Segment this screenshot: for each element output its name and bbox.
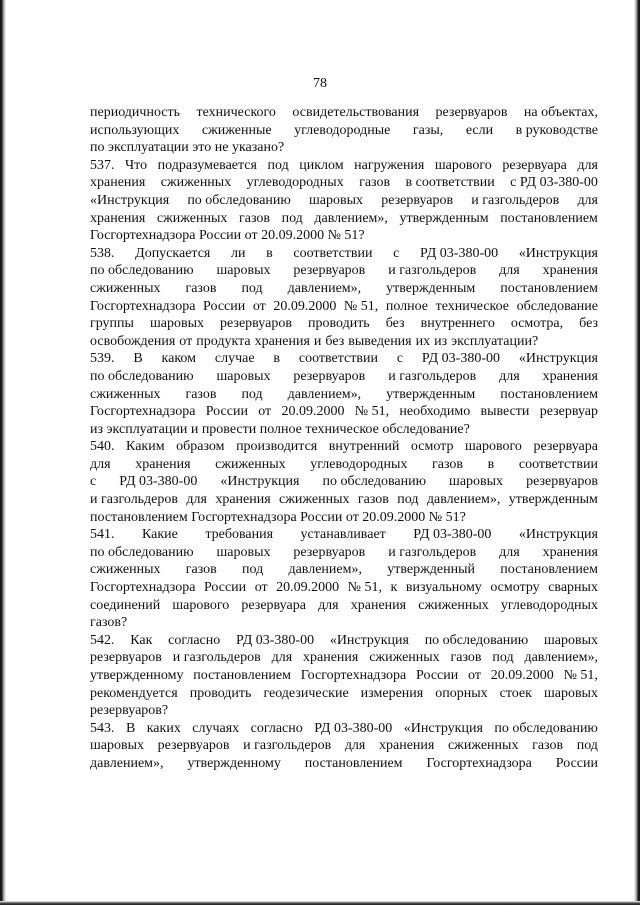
word: в: [273, 351, 281, 367]
word: с: [90, 474, 97, 490]
word: 538.: [90, 245, 115, 261]
word: нагружения: [354, 157, 425, 173]
word: углеводородных: [500, 597, 598, 613]
word: хранения: [90, 175, 146, 191]
word: 540.: [90, 439, 115, 455]
text-line: [90, 421, 598, 439]
word: резервуара: [241, 597, 306, 613]
word: шаровых: [149, 316, 204, 332]
word: опорных: [435, 685, 488, 701]
word: хранения: [542, 544, 598, 560]
text-line: [90, 333, 598, 351]
word: и газгольдеров: [243, 738, 332, 754]
word: газов: [359, 175, 391, 191]
text-line: [90, 104, 598, 122]
word: геодезические: [263, 685, 349, 701]
word: утвержденным: [399, 210, 489, 226]
word: сжиженных: [90, 562, 161, 578]
word: 20.09.2000: [281, 404, 345, 420]
word: Как: [130, 632, 153, 648]
word: Какие: [141, 527, 178, 543]
word: газов: [185, 386, 217, 402]
word: эксплуатации?: [451, 333, 539, 349]
word: выведения: [348, 333, 412, 349]
word: соединений: [90, 597, 161, 613]
scan-edge-right: [634, 0, 640, 905]
word: «Инструкция: [403, 720, 483, 736]
text-line: [90, 157, 598, 175]
word: 20.09.2000: [490, 668, 554, 683]
word: в соответствии: [405, 175, 495, 191]
word: в руководстве: [515, 122, 598, 138]
text-line: [90, 227, 598, 245]
word: хранения: [542, 368, 598, 384]
word: Каким: [126, 439, 165, 455]
word: внутренний: [328, 439, 400, 455]
word: шаровых: [309, 192, 364, 208]
text-line: [90, 210, 598, 228]
word: для: [499, 368, 520, 384]
word: шарового: [172, 597, 230, 613]
word: утвержденному: [90, 668, 184, 683]
word: сжиженных: [90, 280, 161, 296]
word: для: [271, 650, 293, 666]
word: хранения: [379, 738, 435, 754]
word: рекомендуется: [90, 685, 178, 701]
word: утвержденным: [386, 280, 476, 296]
text-line: [90, 473, 598, 491]
word: осмотру: [490, 580, 540, 596]
word: 537.: [90, 157, 115, 173]
word: по эксплуатации это не указано?: [90, 140, 285, 156]
word: Что: [125, 157, 148, 173]
word: углеводородные: [294, 122, 391, 138]
word: от: [258, 404, 272, 420]
text-line: [90, 509, 598, 527]
word: под: [576, 738, 598, 754]
word: давлением»,: [287, 386, 362, 402]
word: № 51,: [354, 404, 390, 420]
word: циклом: [299, 157, 344, 173]
word: Госгортехнадзора: [300, 668, 407, 683]
page-number: 78: [313, 76, 327, 91]
word: В: [133, 351, 143, 367]
word: № 51,: [343, 298, 379, 314]
word: утвержденным: [508, 492, 598, 508]
text-line: [90, 544, 598, 562]
text-line: [90, 632, 598, 650]
word: освидетельствования: [292, 105, 420, 120]
word: газов: [185, 562, 217, 578]
word: сжиженные: [201, 122, 272, 138]
word: технического: [196, 105, 276, 120]
word: резервуаров: [220, 316, 292, 332]
word: группы: [90, 316, 134, 332]
word: согласно: [168, 632, 221, 648]
word: газов: [238, 210, 270, 226]
word: углеводородных: [246, 175, 344, 191]
word: соответствии: [518, 456, 598, 472]
word: резервуаров: [293, 544, 366, 560]
word: сжиженных: [160, 175, 232, 191]
word: сжиженных: [447, 738, 519, 754]
word: от: [179, 333, 193, 349]
word: сжиженных: [156, 210, 228, 226]
word: освобождения: [90, 333, 176, 349]
text-line: [90, 456, 598, 474]
word: Допускается: [135, 245, 211, 261]
text-line: [90, 438, 598, 456]
word: осмотра,: [510, 316, 564, 332]
word: постановлением: [500, 210, 598, 226]
word: газов: [431, 456, 463, 472]
text-line: [90, 649, 598, 667]
word: случаях: [192, 720, 240, 736]
word: РД 03-380-00: [119, 474, 198, 490]
word: России: [203, 580, 247, 596]
scan-edge-bottom: [0, 901, 640, 905]
word: постановлением: [500, 280, 598, 296]
word: ли: [231, 245, 246, 261]
word: В: [125, 720, 136, 736]
word: 20.09.2000: [273, 298, 337, 314]
word: давлением»,: [90, 755, 164, 771]
word: РД 03-380-00: [314, 720, 393, 736]
text-line: [90, 702, 598, 720]
word: шаровых: [216, 263, 271, 279]
word: соответствии: [293, 245, 373, 261]
word: постановлением: [304, 755, 403, 771]
word: от: [252, 298, 266, 314]
word: под: [241, 386, 263, 402]
word: соответствии: [298, 351, 378, 367]
word: по обследованию: [424, 632, 529, 648]
word: под: [397, 492, 419, 508]
word: резервуаров?: [90, 703, 169, 719]
word: каком: [161, 351, 197, 367]
word: для: [344, 738, 366, 754]
word: газов: [185, 280, 217, 296]
word: постановлением: [500, 386, 598, 402]
text-line: [90, 245, 598, 263]
text-line: [90, 667, 598, 685]
word: хранения: [215, 492, 271, 508]
word: РД 03-380-00: [420, 245, 499, 261]
word: 542.: [90, 632, 115, 648]
word: по обследованию: [494, 720, 598, 736]
word: давлением»,: [288, 562, 362, 578]
word: Госгортехнадзора: [90, 298, 196, 314]
text-line: [90, 720, 598, 738]
word: резервуара: [533, 439, 598, 455]
word: под: [241, 280, 263, 296]
document-body: [90, 104, 598, 773]
word: шаровых: [90, 738, 145, 754]
word: сварных: [548, 580, 598, 596]
word: и газгольдеров: [388, 368, 477, 384]
word: 541.: [90, 527, 115, 543]
text-line: [90, 192, 598, 210]
word: образом: [176, 439, 225, 455]
word: сжиженных: [279, 492, 350, 508]
word: измерения: [360, 685, 424, 701]
word: требования: [205, 527, 274, 543]
word: хранения: [135, 456, 191, 472]
word: хранения: [350, 597, 407, 613]
word: резервуаров: [157, 738, 230, 754]
word: по обследованию: [187, 192, 291, 208]
word: случае: [214, 351, 255, 367]
word: от: [254, 580, 268, 596]
word: продукта: [196, 333, 251, 349]
word: резервуаров: [381, 192, 454, 208]
text-line: [90, 315, 598, 333]
text-line: [90, 174, 598, 192]
word: с: [393, 245, 400, 261]
word: и газгольдеров: [471, 192, 560, 208]
word: от: [468, 668, 481, 683]
word: России: [416, 668, 459, 683]
word: шаровых: [216, 368, 271, 384]
word: необходимо: [399, 404, 471, 420]
word: Госгортехнадзора: [90, 580, 196, 596]
word: и газгольдеров: [90, 492, 179, 508]
word: хранения: [303, 650, 359, 666]
word: без: [579, 316, 598, 332]
word: 543.: [90, 720, 115, 736]
word: шарового: [465, 439, 522, 455]
word: резервуаров: [526, 474, 598, 490]
word: обследование: [516, 298, 598, 314]
text-line: [90, 403, 598, 421]
word: периодичность: [90, 105, 181, 120]
word: и газгольдеров: [388, 263, 477, 279]
word: подразумевается: [157, 157, 257, 173]
text-line: [90, 386, 598, 404]
word: шаровых: [543, 685, 598, 701]
word: внутреннего: [420, 316, 495, 332]
word: для: [577, 157, 598, 173]
word: № 51,: [347, 580, 383, 596]
word: под: [492, 650, 514, 666]
word: осмотр: [410, 439, 454, 455]
text-line: [90, 262, 598, 280]
word: с РД 03-380-00: [510, 175, 598, 191]
word: Госгортехнадзора: [90, 404, 196, 420]
word: РД 03-380-00: [421, 351, 500, 367]
word: РД 03-380-00: [235, 632, 315, 648]
word: Госгортехнадзора России от 20.09.2000 № 51?: [90, 228, 365, 244]
text-line: [90, 579, 598, 597]
word: сжиженных: [90, 386, 161, 402]
word: стоек: [499, 685, 532, 701]
word: утвержденный: [387, 562, 476, 578]
word: полное: [385, 298, 429, 314]
word: утвержденным: [386, 386, 476, 402]
word: и газгольдеров: [172, 650, 261, 666]
word: из эксплуатации и провести полное техническое обследование?: [90, 421, 470, 437]
word: резервуаров: [90, 650, 162, 666]
word: резервуаров: [435, 105, 508, 120]
word: углеводородных: [310, 456, 408, 472]
word: 20.09.2000: [276, 580, 340, 596]
word: постановлением Госгортехнадзора России от 20.09.2000 № 51?: [90, 509, 466, 525]
text-line: [90, 298, 598, 316]
text-line: [90, 122, 598, 140]
word: резервуара: [502, 157, 567, 173]
text-line: [90, 561, 598, 579]
word: проводить: [307, 316, 370, 332]
word: по обследованию: [322, 474, 427, 490]
word: по обследованию: [90, 368, 194, 384]
word: использующих: [90, 122, 180, 138]
word: проводить: [189, 685, 252, 701]
word: для: [90, 456, 111, 472]
word: под: [281, 210, 303, 226]
word: «Инструкция: [518, 527, 598, 543]
word: вывести: [480, 404, 530, 420]
word: хранения: [90, 210, 146, 226]
word: газов: [450, 650, 482, 666]
text-line: [90, 685, 598, 703]
word: давлением»,: [314, 210, 388, 226]
word: на объектах,: [523, 105, 598, 120]
word: резервуар: [539, 404, 598, 420]
word: России: [203, 298, 246, 314]
word: России: [555, 755, 598, 771]
word: резервуаров: [293, 263, 366, 279]
text-line: [90, 755, 598, 773]
text-line: [90, 350, 598, 368]
word: РД 03-380-00: [413, 527, 492, 543]
word: без: [325, 333, 345, 349]
word: «Инструкция: [329, 632, 409, 648]
word: для: [318, 597, 339, 613]
word: если: [465, 122, 494, 138]
word: «Инструкция: [518, 245, 598, 261]
word: визуальному: [405, 580, 482, 596]
word: давлением»,: [287, 280, 362, 296]
word: и: [313, 333, 322, 349]
text-line: [90, 737, 598, 755]
word: шаровых: [216, 544, 271, 560]
word: газы,: [412, 122, 444, 138]
word: России: [205, 404, 248, 420]
word: для: [499, 263, 520, 279]
word: хранения: [254, 333, 310, 349]
word: для: [499, 544, 520, 560]
word: постановлением: [500, 562, 598, 578]
word: сжиженных: [369, 650, 440, 666]
word: 539.: [90, 351, 115, 367]
word: под: [242, 562, 264, 578]
word: «Инструкция: [220, 474, 300, 490]
word: каких: [146, 720, 181, 736]
word: давлением»,: [524, 650, 598, 666]
word: производится: [236, 439, 318, 455]
word: «Инструкция: [518, 351, 598, 367]
word: по обследованию: [90, 263, 194, 279]
word: к: [390, 580, 398, 596]
word: «Инструкция: [90, 192, 170, 208]
word: давлением»,: [426, 492, 501, 508]
word: из: [434, 333, 448, 349]
word: по обследованию: [90, 544, 194, 560]
word: газов: [532, 738, 564, 754]
text-line: [90, 526, 598, 544]
word: хранения: [542, 263, 598, 279]
word: под: [267, 157, 289, 173]
word: шаровых: [543, 632, 598, 648]
word: согласно: [250, 720, 303, 736]
word: устанавливает: [300, 527, 386, 543]
word: № 51,: [563, 668, 598, 683]
text-line: [90, 139, 598, 157]
word: для: [577, 192, 598, 208]
word: постановлением: [193, 668, 291, 683]
word: шарового: [434, 157, 492, 173]
word: шаровых: [449, 474, 504, 490]
word: резервуаров: [293, 368, 366, 384]
word: с: [396, 351, 404, 367]
text-line: [90, 368, 598, 386]
word: в: [487, 456, 495, 472]
text-line: [90, 614, 598, 632]
word: сжиженных: [215, 456, 286, 472]
word: газов: [357, 492, 389, 508]
word: их: [415, 333, 431, 349]
word: Госгортехнадзора: [426, 755, 532, 771]
word: без: [385, 316, 405, 332]
text-line: [90, 491, 598, 509]
word: и газгольдеров: [388, 544, 477, 560]
word: утвержденному: [187, 755, 281, 771]
word: газов?: [90, 615, 128, 631]
word: в: [266, 245, 273, 261]
word: сжиженных: [418, 597, 489, 613]
text-line: [90, 597, 598, 615]
word: техническое: [435, 298, 510, 314]
word: для: [186, 492, 207, 508]
text-line: [90, 280, 598, 298]
scan-edge-left: [0, 0, 6, 905]
